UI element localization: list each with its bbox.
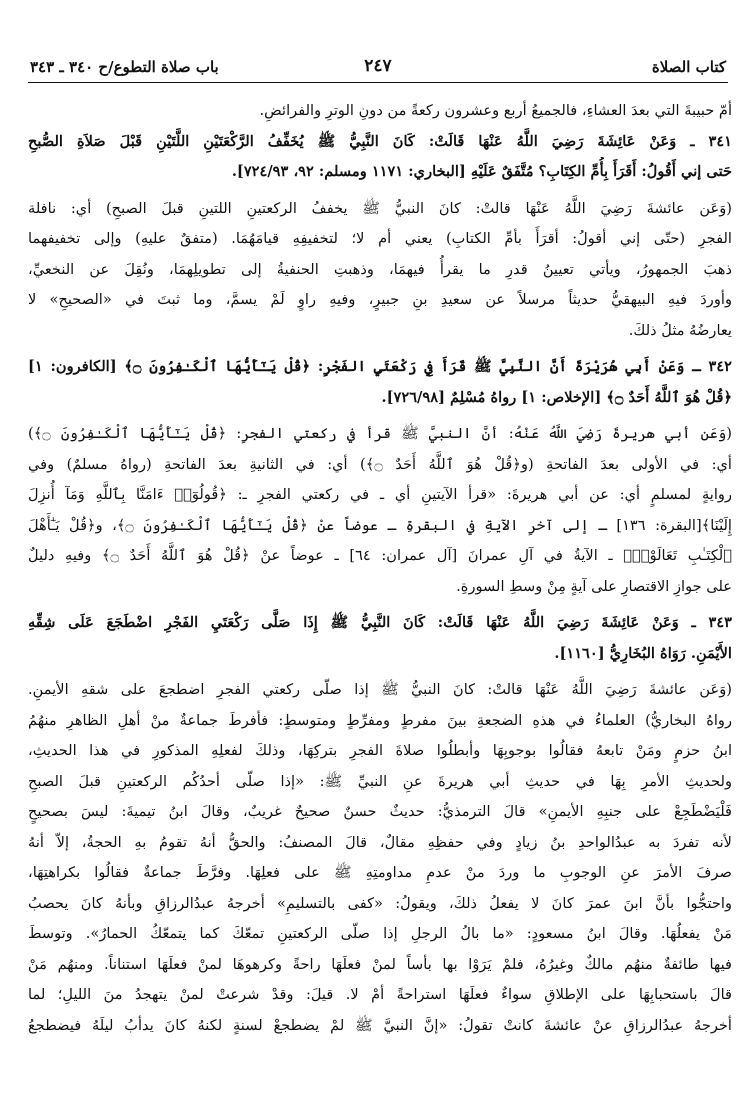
commentary-line: فيها طائفةٌ منهُم مالكٌ وغيرُهُ، فلمْ يَرَوْا بها بأساً لمنْ فعلَهَا راحةً وكرهوهَا لمنْ فعلَهَا استناناً. ومنهُم مَنْ (28, 955, 732, 973)
commentary-line: وأوردَ فيهِ البيهقيُّ حديثاً مرسلاً عن سعيدِ بنِ جبيرٍ، وفيهِ راوٍ لَمْ يسمَّ، وما ثبتَ في «الصحيحِ» لا (28, 291, 732, 308)
commentary-line: يعارضُهُ مثلُ ذلكَ. (628, 321, 732, 339)
chapter-title: باب صلاة التطوع/ح ٣٤٠ ـ ٣٤٣ (30, 58, 219, 76)
hadith-343-line: ٣٤٣ ـ وَعَنْ عَائِشَةَ رَضِيَ اللَّهُ عَنْهَا قَالَتْ: كَانَ النَّبِيُّ ﷺ إِذَا صَلَّى رَكْعَتَيِ الفَجْرِ اضْطَجَعَ عَلَى شِقِّهِ (28, 614, 732, 631)
commentary-line: إِلَيْنَا﴾[البقرة: ١٣٦] ـ إلى آخرِ الآيةِ في البقرةِ ـ عوضاً عنْ ﴿قُلْ يَـٰٓأَيُّهَا ٱلْكَـٰفِرُونَ ۝﴾، و﴿قُلْ يَـٰٓأَهْلَ (28, 516, 732, 534)
commentary-line: (وَعَن عائشةَ رَضِيَ اللَّهُ عَنْهَا قالتْ: كانَ النبيُّ ﷺ يخففُ الركعتينِ اللتينِ قبلَ الصبحِ) أي: نافلة (28, 199, 732, 217)
commentary-line: (وَعَن عائشةَ رَضِيَ اللَّهُ عَنْهَا قالتْ: كانَ النبيُّ ﷺ إذا صلّى ركعتي الفجرِ اضطجعَ على شقهِ الأيمنِ. (28, 681, 732, 698)
commentary-line: (وَعَن أبي هريرةَ رَضِيَ اللَّهُ عَنْهُ: أنَّ النبيَّ ﷺ قرأ في ركعتي الفجرِ: ﴿قُلْ يَـٰٓأَيُّهَا ٱلْكَـٰفِرُونَ ۝﴾) (28, 425, 732, 442)
commentary-line: واحتجُّوا بأنَّ ابنَ عمرَ كانَ لا يفعلُ ذلكَ، ويقولُ: «كفى بالتسليمِ» أخرجهُ عبدُالرزاقِ وبأنهُ كانَ يحصبُ (28, 894, 732, 912)
commentary-line: أخرجهُ عبدُالرزاقِ عنْ عائشةَ كانتْ تقولُ: «إنَّ النبيَّ ﷺ لمْ يضطجعْ لسنةٍ لكنهُ كانَ يدأبُ ليلَهُ فيضطجعُ (28, 1016, 732, 1034)
commentary-line: ولحديثِ الأمرِ بِهَا في حديثِ أبي هريرةَ عنِ النبيِّ ﷺ: «إذا صلّى أحدُكُم الركعتينِ قبلَ الصبحِ (28, 772, 732, 790)
commentary-line: قالَ باستحبابِهَا على الإطلاقِ سواءٌ فعلَهَا استراحةً أمْ لا. قيلَ: وقدْ شرعتْ لمنْ يتهجدُ منَ الليلِ؛ لما (28, 986, 732, 1003)
commentary-line: لأنه تفردَ به عبدُالواحدِ بنُ زيادٍ وفي حفظِهِ مقالٌ، قالَ المصنفُ: والحقُّ أنهُ تقومُ بهِ الحجةُ، إلاّ أنهُ (28, 833, 732, 851)
hadith-343-line: الأَيْمَنِ. رَوَاهُ البُخَارِيُّ [١١٦٠]. (554, 644, 732, 662)
commentary-line: مَنْ يفعلُهَا. وقالَ ابنُ مسعودٍ: «ما بالُ الرجلِ إذا صلّى الركعتينِ تمعّكَ كما يتمعّكُ الحمارُ». وتوسطَ (28, 925, 732, 942)
commentary-line: ٱلْكِتَـٰبِ تَعَالَوْا۟﴾ ـ الآيةُ في آلِ عمرانَ [آل عمران: ٦٤] ـ عوضاً عنْ ﴿قُلْ هُوَ ٱللَّهُ أَحَدٌ ۝﴾ وفيهِ دليلٌ (28, 547, 732, 564)
commentary-line: أي: في الأولى بعدَ الفاتحةِ (و﴿قُلْ هُوَ ٱللَّهُ أَحَدٌ ۝﴾) أي: في الثانيةِ بعدَ الفاتحةِ (رواهُ مسلمٌ) وفي (28, 455, 732, 473)
commentary-line: الفجرِ (حتّى إني أقولُ: أقرَأَ بأمِّ الكتابِ) يعني أم لا؛ لتخفيفِهِ قيامَهُمَا. (متفقٌ عليهِ) وإلى تخفيفهما (28, 230, 732, 247)
commentary-line: صرفَ الأمرَ عنِ الوجوبِ ما وردَ منْ عدمِ مداومتِهِ ﷺ على فعلِهَا. وفرَّطَ جماعةٌ فقالُوا بكراهتِهَا، (28, 864, 732, 881)
hadith-342-line: ﴿قُلْ هُوَ ٱللَّهُ أَحَدٌ ۝﴾ [الإخلاص: ١] رواهُ مُسْلِمٌ [٧٢٦/٩٨]. (381, 388, 732, 406)
book-title: كتاب الصلاة (651, 58, 726, 76)
hadith-341-line: ٣٤١ ـ وَعَنْ عَائِشَةَ رَضِيَ اللَّهُ عَنْهَا قَالَتْ: كَانَ النَّبِيُّ ﷺ يُخَفِّفُ الرَّكْعَتَيْنِ اللَّتَيْنِ قَبْلَ صَلاَةِ الصُّبحِ (28, 132, 732, 150)
commentary-line: ذهبَ الجمهورُ، ويأتي تعيينُ قدرِ ما يقرأُ فيهمَا، وذهبتِ الحنفيةُ إلى تطويلِهمَا، ونُقِلَ عن النخعيِّ، (28, 260, 732, 278)
text-line: أمّ حبيبةَ التي بعدَ العشاءِ، فالجميعُ أربع وعشرون ركعةً من دونِ الوترِ والفرائضِ. (259, 102, 732, 119)
page-body (28, 96, 732, 1041)
commentary-line: فَلْيَضْطَجِعْ على جنبِهِ الأيمنِ» قالَ الترمذيُّ: حديثٌ حسنٌ صحيحٌ غريبٌ، وقالَ ابنُ تيميةَ: ليسَ بصحيحٍ (28, 803, 732, 820)
page-number: ٢٤٧ (364, 56, 392, 76)
commentary-line: ابنُ حزمٍ ومَنْ تابعهُ فقالُوا بوجوبِهَا وأبطلُوا صلاةَ الفجرِ بتركِهَا، وذلكَ لفعلِهِ المذكورِ في هذا الحديثِ، (28, 742, 732, 759)
commentary-line: رواهُ البخاريُّ) العلماءُ في هذهِ الضجعةِ بينَ مفرطٍ ومفرِّطٍ ومتوسطٍ: فأفرطَ جماعةٌ منْ أهلِ الظاهرِ منهُمُ (28, 711, 732, 729)
hadith-342-line: ٣٤٢ ـ وَعَنْ أَبِي هُرَيْرَةَ أَنَّ النَّبِيَّ ﷺ قَرَأَ فِي رَكْعَتَيِ الفَجْرِ: ﴿قُلْ يَـٰٓأَيُّهَا ٱلْكَـٰفِرُونَ ۝﴾ [الكافرون: ١] (28, 358, 732, 375)
commentary-line: على جوازِ الاقتصارِ على آيةٍ مِنْ وسطِ السورةِ. (456, 577, 732, 595)
commentary-line: روايةٍ لمسلمٍ أي: عن أبي هريرةَ: «قرأ الآيتينِ أي ـ في ركعتي الفجرِ ـ: ﴿قُولُوٓا۟ ءَامَنَّا بِٱللَّهِ وَمَآ أُنزِلَ (28, 486, 732, 503)
hadith-341-line: حَتى إني أَقُولُ: أَقَرَأَ بِأُمِّ الكِتَابِ؟ مُتَّفَقٌ عَلَيْهِ [البخاري: ١١٧١ ومسلم: ٩٢، ٧٢٤/٩٣]. (231, 163, 732, 180)
page-header (28, 48, 728, 83)
